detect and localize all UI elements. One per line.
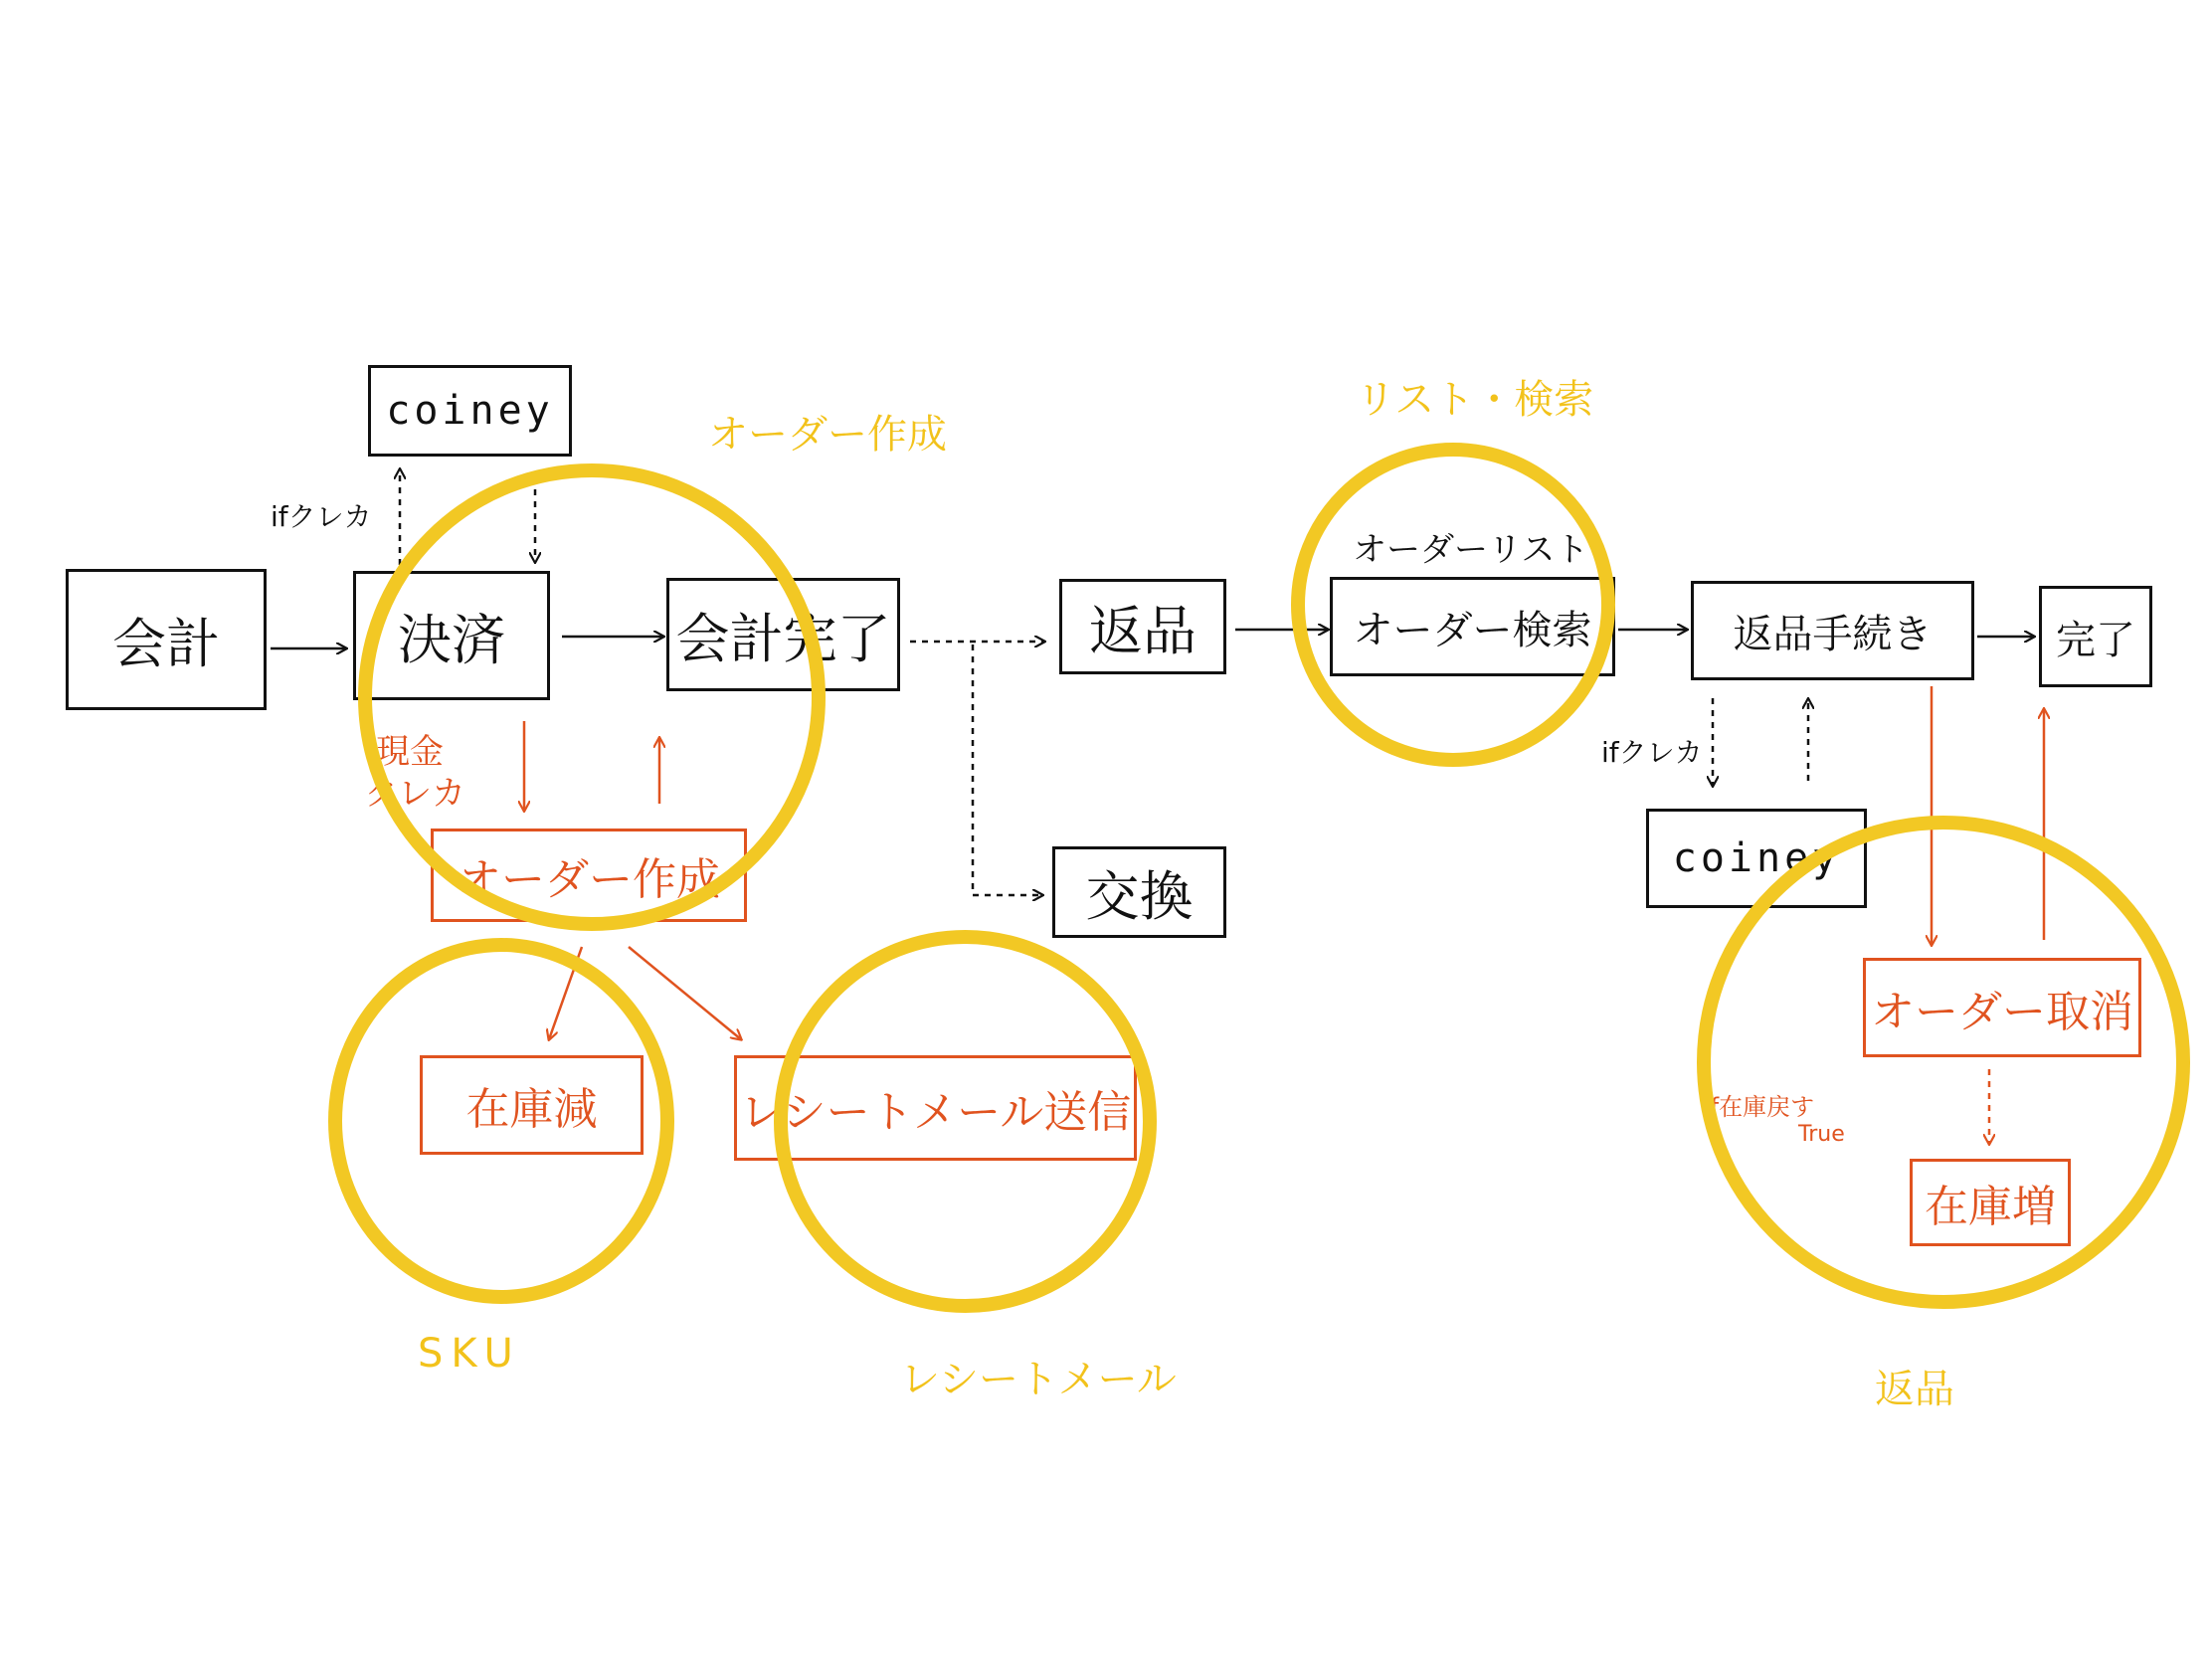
box-coiney-top — [368, 365, 572, 457]
box-kanryo-label: 完了 — [2056, 617, 2135, 663]
box-order-cancel-label: オーダー取消 — [1871, 987, 2133, 1037]
box-zaiko-gen-label: 在庫減 — [465, 1084, 598, 1135]
highlight-ring-list-search — [1291, 443, 1615, 767]
arrow-branch-to-koukan — [973, 645, 1042, 895]
box-koukan-label: 交換 — [1085, 864, 1194, 928]
box-koukan — [1052, 846, 1226, 938]
box-kaikei — [66, 569, 267, 710]
section-label-sku: SKU — [418, 1331, 521, 1377]
box-henpin-tetsuzuki-label: 返品手続き — [1733, 611, 1933, 657]
highlight-ring-receipt-mail — [774, 930, 1157, 1313]
highlight-ring-returns — [1697, 816, 2190, 1309]
box-kaikei-label: 会計 — [112, 612, 220, 675]
section-label-receipt-mail: レシートメール — [900, 1357, 1177, 1402]
box-order-search-label: オーダー検索 — [1353, 607, 1592, 653]
box-zaiko-zou-label: 在庫増 — [1925, 1182, 2056, 1232]
section-label-order-create: オーダー作成 — [708, 412, 947, 458]
highlight-ring-sku — [328, 938, 674, 1304]
label-order-list: オーダーリスト — [1353, 530, 1589, 570]
section-label-returns: 返品 — [1875, 1367, 1954, 1412]
label-true: True — [1798, 1122, 1845, 1147]
label-if-credit-bottom: ifクレカ — [1601, 736, 1703, 769]
label-if-credit-top: ifクレカ — [271, 500, 372, 533]
label-cash: 現金 — [376, 732, 444, 772]
box-henpin — [1059, 579, 1226, 674]
box-henpin-label: 返品 — [1089, 599, 1197, 662]
label-credit: クレカ — [364, 774, 465, 814]
box-kanryo — [2039, 586, 2152, 687]
section-label-list-search: リスト・検索 — [1356, 377, 1594, 423]
box-order-create-label: オーダー作成 — [458, 854, 720, 905]
box-kaikei-kanryo-label: 会計完了 — [675, 607, 891, 670]
box-henpin-tetsuzuki — [1691, 581, 1974, 680]
box-receipt-mail-send-label: レシートメール送信 — [739, 1087, 1132, 1138]
box-kessai-label: 決済 — [398, 608, 505, 671]
box-coiney-top-label: coiney — [386, 388, 554, 434]
box-coiney-bottom-label: coiney — [1672, 835, 1841, 881]
highlight-ring-order-create — [358, 463, 826, 931]
label-if-restock: if在庫戻す — [1704, 1093, 1815, 1121]
